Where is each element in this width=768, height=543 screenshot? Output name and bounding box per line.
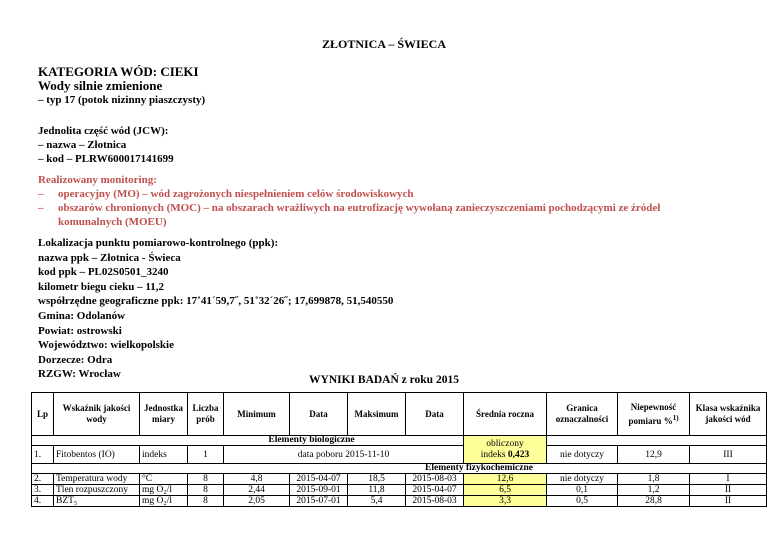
cell-lp: 1.	[32, 446, 54, 464]
header-date-min: Data	[290, 393, 348, 436]
cell-uncert: 28,8	[618, 496, 690, 507]
jcw-code: – kod – PLRW600017141699	[38, 153, 174, 165]
monitoring-section	[38, 173, 660, 229]
location-heading: Lokalizacja punktu pomiarowo-kontrolnego (ppk):	[38, 237, 279, 249]
table-row	[32, 496, 767, 507]
cell-avg: 6,5	[464, 485, 547, 496]
cell-max: 5,4	[348, 496, 406, 507]
category-heading: KATEGORIA WÓD: CIEKI	[38, 64, 199, 79]
table-row	[32, 474, 767, 485]
header-class: Klasa wskaźnika jakości wód	[690, 393, 767, 436]
category-section	[38, 65, 205, 107]
location-line: kilometr biegu cieku – 11,2	[38, 280, 164, 293]
cell-indicator: BZT₅	[54, 496, 140, 507]
header-limit: Granica oznaczalności	[547, 393, 618, 436]
jcw-heading: Jednolita część wód (JCW):	[38, 125, 169, 137]
cell-date-min: 2015-04-07	[290, 474, 348, 485]
header-unit: Jednostka miary	[140, 393, 188, 436]
header-samples: Liczba prób	[188, 393, 224, 436]
location-line: współrzędne geograficzne ppk: 17˚41´59,7˝, 51˚32´26˝; 17,699878, 51,540550	[38, 295, 394, 308]
cell-unit: °C	[140, 474, 188, 485]
cell-indicator: Fitobentos (IO)	[54, 446, 140, 464]
jcw-section	[38, 124, 174, 166]
header-avg: Średnia roczna	[464, 393, 547, 436]
cell-limit: nie dotyczy	[547, 446, 618, 464]
cell-indicator: Temperatura wody	[54, 474, 140, 485]
location-section	[38, 236, 393, 382]
cell-date-min: 2015-07-01	[290, 496, 348, 507]
cell-max: 11,8	[348, 485, 406, 496]
results-title: WYNIKI BADAŃ z roku 2015	[309, 374, 459, 386]
cell-date-max: 2015-08-03	[406, 474, 464, 485]
location-line: kod ppk – PL02S0501_3240	[38, 266, 169, 279]
jcw-name: – nazwa – Złotnica	[38, 139, 127, 151]
cell-date-note: data poboru 2015-11-10	[224, 446, 464, 464]
location-line: Gmina: Odolanów	[38, 309, 126, 322]
location-line: nazwa ppk – Złotnica - Świeca	[38, 251, 181, 264]
cell-lp: 4.	[32, 496, 54, 507]
cell-uncert: 1,8	[618, 474, 690, 485]
category-type: Wody silnie zmienione	[38, 78, 163, 93]
cell-limit: 0,1	[547, 485, 618, 496]
location-line: Dorzecze: Odra	[38, 353, 113, 366]
cell-class: III	[690, 446, 767, 464]
header-min: Minimum	[224, 393, 290, 436]
cell-lp: 2.	[32, 474, 54, 485]
cell-samples: 8	[188, 474, 224, 485]
bio-avg: obliczony indeks 0,423	[464, 436, 547, 464]
section-row	[32, 464, 767, 474]
section-bio: Elementy biologiczne	[32, 436, 464, 446]
cell-date-min: 2015-09-01	[290, 485, 348, 496]
section-row	[32, 436, 767, 446]
cell-avg: 3,3	[464, 496, 547, 507]
location-line: RZGW: Wrocław	[38, 368, 121, 381]
cell-uncert: 1,2	[618, 485, 690, 496]
cell-lp: 3.	[32, 485, 54, 496]
cell-limit: 0,5	[547, 496, 618, 507]
cell-class: II	[690, 496, 767, 507]
cell-class: II	[690, 485, 767, 496]
cell-max: 18,5	[348, 474, 406, 485]
cell-date-max: 2015-08-03	[406, 496, 464, 507]
cell-min: 2,05	[224, 496, 290, 507]
header-indicator: Wskaźnik jakości wody	[54, 393, 140, 436]
header-lp: Lp	[32, 393, 54, 436]
cell-samples: 8	[188, 496, 224, 507]
results-table	[31, 392, 767, 507]
header-uncert: Niepewność pomiaru %$^{1)}$	[618, 393, 690, 436]
monitoring-heading: Realizowany monitoring:	[38, 174, 157, 186]
cell-avg: 12,6	[464, 474, 547, 485]
cell-class: I	[690, 474, 767, 485]
cell-uncert: 12,9	[618, 446, 690, 464]
category-subtype: – typ 17 (potok nizinny piaszczysty)	[38, 94, 206, 106]
cell-min: 2,44	[224, 485, 290, 496]
section-phys: Elementy fizykochemiczne	[32, 464, 767, 474]
header-date-max: Data	[406, 393, 464, 436]
page-title: ZŁOTNICA – ŚWIECA	[321, 37, 447, 51]
monitoring-item-protected-cont: komunalnych (MOEU)	[58, 216, 167, 228]
header-max: Maksimum	[348, 393, 406, 436]
cell-unit: mg O₂/l	[140, 485, 188, 496]
cell-min: 4,8	[224, 474, 290, 485]
table-header-row	[32, 393, 767, 436]
cell-indicator: Tlen rozpuszczony	[54, 485, 140, 496]
cell-samples: 1	[188, 446, 224, 464]
cell-unit: mg O₂/l	[140, 496, 188, 507]
monitoring-item-protected: – obszarów chronionych (MOC) – na obszarach wrażliwych na eutrofizację wywołaną zanieczyszczeniami pochodzącymi ze źródeł	[38, 202, 661, 214]
monitoring-item-operational: – operacyjny (MO) – wód zagrożonych niespełnieniem celów środowiskowych	[38, 188, 414, 200]
cell-unit: indeks	[140, 446, 188, 464]
cell-samples: 8	[188, 485, 224, 496]
location-line: Województwo: wielkopolskie	[38, 339, 174, 352]
table-row	[32, 446, 767, 464]
cell-limit: nie dotyczy	[547, 474, 618, 485]
cell-date-max: 2015-04-07	[406, 485, 464, 496]
table-row	[32, 485, 767, 496]
location-line: Powiat: ostrowski	[38, 324, 122, 337]
